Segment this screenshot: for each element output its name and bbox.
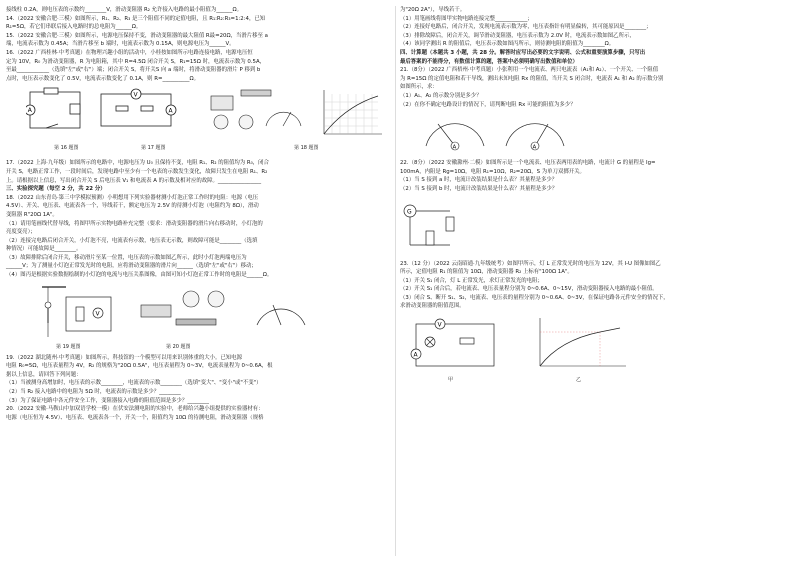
text-line: （3）为了保证电路中各元件安全工作，变阻器接入电路的阻值范围是多少？________ <box>6 397 209 404</box>
text-line: R₁=5Ω，若它们串联后接入电路时的总电阻为______Ω。 <box>6 24 142 31</box>
right-column <box>400 6 788 387</box>
text-line: 点时，电压表示数变化了 0.5V，电流表示数变化了 0.1A，则 R=__________Ω。 <box>6 75 199 82</box>
text-line: 电源（电压恒为 4.5V）、电压表、电流表各一个，开关一个，阻值约为 10Ω 的待测电阻，滑动变阻器（规格 <box>6 414 264 421</box>
text-line: （1）A₁、A₂ 的示数分别是多少？ <box>400 92 482 99</box>
text-line: 据以上信息，请回答下列问题： <box>6 371 82 378</box>
text-line: 种情况）可能故障是________。 <box>6 246 82 253</box>
meter-diagram-20 <box>251 291 311 331</box>
text-line: （2）当 S 接到 b 时，电流计改装结果是什么表？其量程是多少？ <box>400 185 558 192</box>
svg-text:A: A <box>168 107 173 115</box>
section-heading: 最后答案的不能得分，有数值计算的题，答案中必须明确写出数值和单位） <box>400 58 578 65</box>
text-line: 19.（2022 湖北随州·中考真题）如图所示，科技馆的一个模型可以用来识别体重的大小。已知电源 <box>6 354 242 361</box>
text-line: 如图所示，求： <box>400 84 438 91</box>
section-heading: 四、计算题（本题共 3 小题，共 28 分。解答时应写出必要的文字说明、公式和重要演算步骤，只写出 <box>400 49 646 56</box>
text-line: 15.（2022 安徽合肥·三模）如图所示，电源电压保持不变，滑动变阻器的最大阻值 R最=20Ω，当滑片移至 a <box>6 32 268 39</box>
svg-text:V: V <box>437 321 442 329</box>
figure-caption-18: 第 18 题图 <box>294 145 319 152</box>
figure-row-16-18 <box>6 86 392 156</box>
text-line: （3）排除故障后，闭合开关，调节滑动变阻器，电压表示数为 2.0V 时，电流表示数如图乙所示， <box>400 32 635 39</box>
svg-text:V: V <box>95 310 100 318</box>
figure-caption-19: 第 19 题图 <box>56 343 81 350</box>
text-line: 为 R=15Ω 的定值电阻和若干导线，测出未知电阻 Rx 的阻值，当开关 S 闭合时，电流表 A₁ 和 A₂ 的示数分别 <box>400 75 664 82</box>
text-line: （1）开关 S₁ 闭合，灯 L 正常发光，求灯正常发光的电阻； <box>400 277 543 284</box>
text-line: ______V；为了测量小灯泡正常发光时的电阻，应将滑动变阻器的滑片向______（选填"左"或"右"）移动； <box>6 263 257 270</box>
figure-row-21 <box>400 112 788 156</box>
svg-text:G: G <box>407 208 412 215</box>
text-line: （3）闭合 S、断开 S₁、S₂，电流表、电压表的量程分别为 0~0.6A、0~3V，在保证电路各元件安全的情况下， <box>400 294 669 301</box>
text-line: 上。请根据以上信息，写出闭合开关 S 后电压表 V₁ 和电流表 A 的示数及相对应的故障。________________ <box>6 177 262 184</box>
column-divider <box>395 6 396 556</box>
text-line: （3）故障排除后闭合开关，移动滑片至某一位置，电压表的示数如图乙所示，此时小灯泡两端电压为 <box>6 254 247 261</box>
text-line: （4）图丙是根据实验数据绘制的小灯泡的电流与电压关系图像，由图可知小灯泡正常工作时的电阻是______Ω。 <box>6 272 273 279</box>
text-line: 4.5V）、开关、电压表、电流表各一个，导线若干，额定电压为 2.5V 的待测小灯泡（电阻约为 8Ω），滑动 <box>6 203 259 210</box>
text-line: （1）当 S 接到 a 时，电流计改装结果是什么表？其量程是多少？ <box>400 177 558 184</box>
figure-caption-17: 第 17 题图 <box>141 145 166 152</box>
text-line: （2）当 R₂ 接入电路中的电阻为 5Ω 时，电流表的示数是多少？________ <box>6 389 181 396</box>
svg-text:A: A <box>413 351 418 359</box>
text-line: （4）该同学测出 R 的阻值后，电压表示数如图丙所示，则待测电阻的阻值为________Ω。 <box>400 41 615 48</box>
text-line: 所示，定值电阻 R₁ 的阻值为 10Ω，滑动变阻器 R₂ 上标有"100Ω 1A"。 <box>400 269 573 276</box>
circuit-diagram-22 <box>400 201 470 251</box>
figure-caption-20: 第 20 题图 <box>166 343 191 350</box>
text-line: 至最____________（选填"左"或"右"）端；闭合开关 S，将开关S 向 a 端时，将滑动变阻器的滑片 P 移到 b <box>6 67 261 74</box>
circuit-diagram-23 <box>410 318 500 374</box>
circuit-diagram-19 <box>36 283 116 341</box>
apparatus-diagram-20 <box>136 285 236 335</box>
svg-text:V: V <box>133 91 138 99</box>
text-line: 为"20Ω 2A"），导线若干。 <box>400 7 466 13</box>
text-line: （1）用笔画线将图甲实物电路连接完整____________； <box>400 15 533 22</box>
svg-text:A: A <box>27 107 32 115</box>
text-line: 开关 S，电路正常工作，一段时间后，发现电路中至少有一个电表的示数发生变化，故障只发生在电阻 R₁、R₂ <box>6 168 268 175</box>
figure-caption-16: 第 16 题图 <box>54 145 79 152</box>
text-line: 变阻器 R"20Ω 1A"。 <box>6 211 58 218</box>
text-line: （1）请用笔画线代替导线，将图甲所示实物电路补充完整（要求：滑动变阻器的滑片向右移动时，小灯泡的 <box>6 220 263 227</box>
figure-row-23 <box>400 314 788 384</box>
circuit-diagram-16 <box>26 86 86 136</box>
iu-graph-23 <box>530 314 630 374</box>
text-line: （2）连接好电路后，闭合开关，发现电流表示数为零，电压表指针有明显偏转，其可能原因是________； <box>400 24 652 31</box>
text-line: 22.（8分）（2022 安徽滁州·二模）如图所示是一个电流表、电压表两用表的电路，电流计 G 的量程是 Ig= <box>400 160 656 167</box>
text-line: （2）连接完电路后闭合开关，小灯泡不亮，电流表有示数，电压表无示数，则故障可能是________（选填 <box>6 237 258 244</box>
figure-label-jia: 甲 <box>448 377 454 384</box>
text-line: （2）在你不确定电路设计的情况下，请判断电阻 Rx 可能的阻值为多少？ <box>400 101 576 108</box>
text-line: 电阻 R₀=5Ω，电压表量程为 4V，R₂ 的规格为"20Ω 0.5A"，电压表量程为 0~3V，电流表量程为 0~0.6A，根 <box>6 363 273 370</box>
text-line: 接线柱 0.2A，则电压表的示数约________V，滑动变阻器 R₂ 允许接入电路的最小阻值为______Ω。 <box>6 7 242 13</box>
text-line: 23.（12 分）（2022 云南昭通·九年级统考）如图甲所示，灯 L 正常发光时的电压为 12V，其 I-U 图像如图乙 <box>400 260 661 267</box>
apparatus-diagram-18 <box>201 86 311 136</box>
text-line: 定为 10V，R₀ 为滑动变阻器，R 为电阻箱，其中 R=4.5Ω 闭合开关 S，R₁=15Ω 时，电流表示数为 0.5A， <box>6 58 266 65</box>
text-line: 端，电流表示数为 0.45A；当滑片移至 b 端时，电流表示数为 0.15A，则电源电压为______V。 <box>6 41 235 48</box>
ammeter-a1-diagram <box>420 114 490 154</box>
text-line: 17.（2022 上海·九年级）如图所示的电路中，电源电压为 U₀ 且保持不变，电阻 R₁、R₂ 的阻值均为 R₀，闭合 <box>6 160 269 167</box>
figure-row-22 <box>400 197 788 257</box>
text-line: 100mA，内阻是 Rg=10Ω，电阻 R₁=10Ω，R₂=20Ω，S 为单刀双掷开关。 <box>400 168 585 175</box>
text-line: 亮度变亮）； <box>6 229 36 236</box>
text-line: 18.（2022 山东青岛·第三中学模拟预测）小明想用下列实验器材测小灯泡正常工作时的电阻：电源（电压 <box>6 194 259 201</box>
figure-label-yi: 乙 <box>576 377 582 384</box>
section-heading: 三、实验探究题（每空 2 分，共 22 分） <box>6 186 106 193</box>
ammeter-a2-diagram <box>500 114 570 154</box>
svg-text:A: A <box>532 144 537 151</box>
text-line: 21.（8分）（2022 广西梧州·中考真题）小张利用一个电流表、两只电流表（A₁和 A₂）、一个开关、一个阻值 <box>400 67 659 74</box>
text-line: 16.（2022 广西桂林·中考真题）在物理兴趣小组的活动中，小桂按如图所示电路连接电路，电源电压恒 <box>6 49 253 56</box>
text-line: 求滑动变阻器的阻值范围。 <box>400 303 465 310</box>
text-line: 20.（2022 安徽·马鞍山中加双语学校一模）在伏安法测电阻的实验中，老师给兴趣小组提供的实验器材有： <box>6 406 264 413</box>
graph-18 <box>316 86 386 141</box>
figure-row-19-20 <box>6 283 392 351</box>
text-line: 14.（2022 安徽合肥·三模）如图所示，R₁、R₂、R₃ 是三个阻值不同的定值电阻，且 R₁:R₂:R₃=1:2:4，已知 <box>6 15 266 22</box>
svg-text:A: A <box>452 144 457 151</box>
text-line: （2）开关 S₁ 闭合后，若电流表、电压表量程分别为 0~0.6A、0~15V，滑动变阻器接入电路的最小阻值。 <box>400 286 658 293</box>
left-column <box>6 6 392 422</box>
text-line: （1）当被测身高增加时，电压表的示数________，电流表的示数________（选填"变大"、"变小"或"不变"） <box>6 380 262 387</box>
circuit-diagram-17 <box>96 86 191 136</box>
